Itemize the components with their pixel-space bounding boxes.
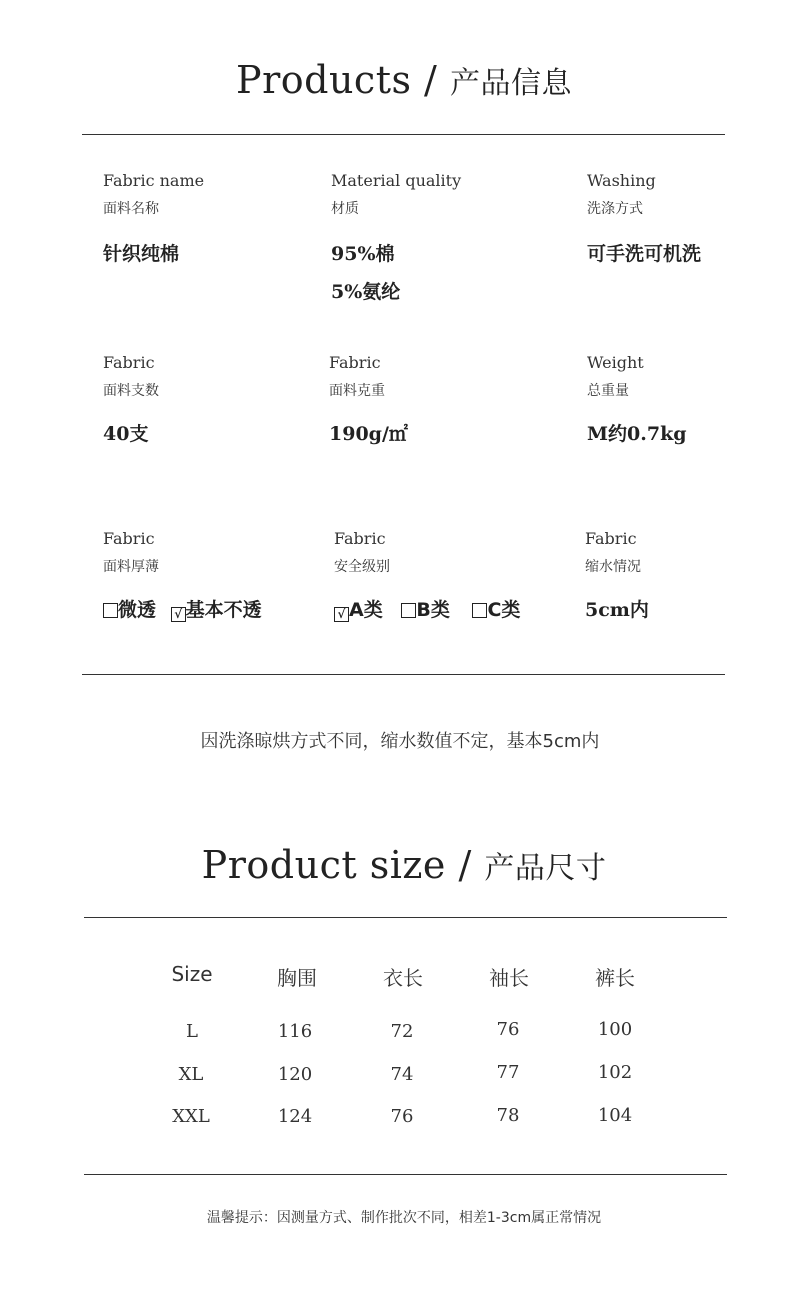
field-value: M约0.7kg (587, 423, 687, 445)
table-cell: 76 (496, 1019, 520, 1040)
table-cell: 77 (496, 1062, 520, 1083)
checkbox-icon (401, 603, 416, 618)
divider (84, 1174, 727, 1175)
table-cell: 116 (277, 1021, 313, 1042)
table-header: 衣长 (383, 966, 423, 990)
checkbox-checked-icon: √ (334, 607, 349, 622)
field-label-en: Fabric (329, 353, 381, 372)
option-label: B类 (416, 599, 450, 621)
field-value-line1: 95%棉 (331, 243, 395, 265)
field-fabric-count (103, 353, 159, 446)
field-label-zh: 总重量 (587, 383, 629, 399)
table-cell: XL (178, 1064, 204, 1085)
field-label-en: Fabric (103, 529, 155, 548)
field-material (331, 171, 461, 304)
field-label-en: Fabric (334, 529, 386, 548)
products-title (0, 58, 800, 102)
field-value: 可手洗可机洗 (587, 243, 702, 265)
field-value: 190g/㎡ (329, 423, 408, 445)
field-label-zh: 面料支数 (103, 383, 159, 399)
option-label: 基本不透 (185, 599, 262, 621)
option-label: A类 (349, 599, 383, 621)
field-fabric-weight (329, 353, 408, 446)
table-header: 裤长 (595, 966, 635, 990)
products-title-en: Products / (236, 58, 438, 102)
table-header: 袖长 (489, 966, 529, 990)
field-safety-level (334, 529, 528, 622)
divider (82, 674, 725, 675)
field-fabric-name (103, 171, 204, 266)
option-class-a (334, 599, 383, 621)
option-label: C类 (487, 599, 521, 621)
table-cell: 78 (496, 1105, 520, 1126)
option-class-c (472, 599, 520, 621)
divider (82, 134, 725, 135)
field-label-zh: 缩水情况 (585, 559, 641, 575)
field-label-zh: 材质 (331, 201, 359, 217)
table-cell: 104 (597, 1105, 633, 1126)
shrinkage-note: 因洗涤晾烘方式不同，缩水数值不定，基本5cm内 (200, 731, 600, 752)
field-label-en: Material quality (331, 171, 462, 190)
checkbox-icon (472, 603, 487, 618)
size-title-zh: 产品尺寸 (484, 851, 607, 886)
option-slightly-transparent (103, 599, 156, 621)
field-label-zh: 面料厚薄 (103, 559, 159, 575)
table-header: Size (171, 962, 213, 986)
field-thickness (103, 529, 270, 622)
checkbox-checked-icon: √ (171, 607, 186, 622)
field-label-en: Fabric (585, 529, 637, 548)
field-value: 5cm内 (585, 599, 649, 621)
table-header: 胸围 (277, 966, 317, 990)
table-cell: 100 (597, 1019, 633, 1040)
size-title (0, 843, 800, 887)
field-total-weight (587, 353, 687, 446)
table-cell: 120 (277, 1064, 313, 1085)
checkbox-icon (103, 603, 118, 618)
option-label: 微透 (118, 599, 157, 621)
table-cell: 74 (390, 1064, 414, 1085)
table-cell: 76 (390, 1106, 414, 1127)
field-value-line2: 5%氨纶 (331, 281, 401, 303)
table-cell: L (186, 1021, 198, 1042)
table-cell: 102 (597, 1062, 633, 1083)
table-cell: XXL (172, 1106, 210, 1127)
field-label-en: Fabric (103, 353, 155, 372)
measurement-tip: 温馨提示：因测量方式、制作批次不同，相差1-3cm属正常情况 (206, 1210, 602, 1226)
field-shrinkage (585, 529, 649, 622)
option-basically-opaque (171, 599, 262, 621)
safety-options (334, 595, 528, 622)
field-label-en: Weight (587, 353, 644, 372)
field-label-zh: 面料名称 (103, 201, 159, 217)
option-class-b (401, 599, 449, 621)
divider (84, 917, 727, 918)
field-washing (587, 171, 701, 266)
table-cell: 72 (390, 1021, 414, 1042)
products-title-zh: 产品信息 (449, 66, 572, 101)
field-label-zh: 安全级别 (334, 559, 390, 575)
size-title-en: Product size / (201, 843, 472, 887)
thickness-options (103, 595, 270, 622)
field-label-en: Washing (587, 171, 656, 190)
field-label-zh: 面料克重 (329, 383, 385, 399)
field-label-en: Fabric name (103, 171, 205, 190)
table-cell: 124 (277, 1106, 313, 1127)
field-label-zh: 洗涤方式 (587, 201, 643, 217)
field-value: 40支 (103, 423, 149, 445)
field-value: 针织纯棉 (103, 243, 180, 265)
